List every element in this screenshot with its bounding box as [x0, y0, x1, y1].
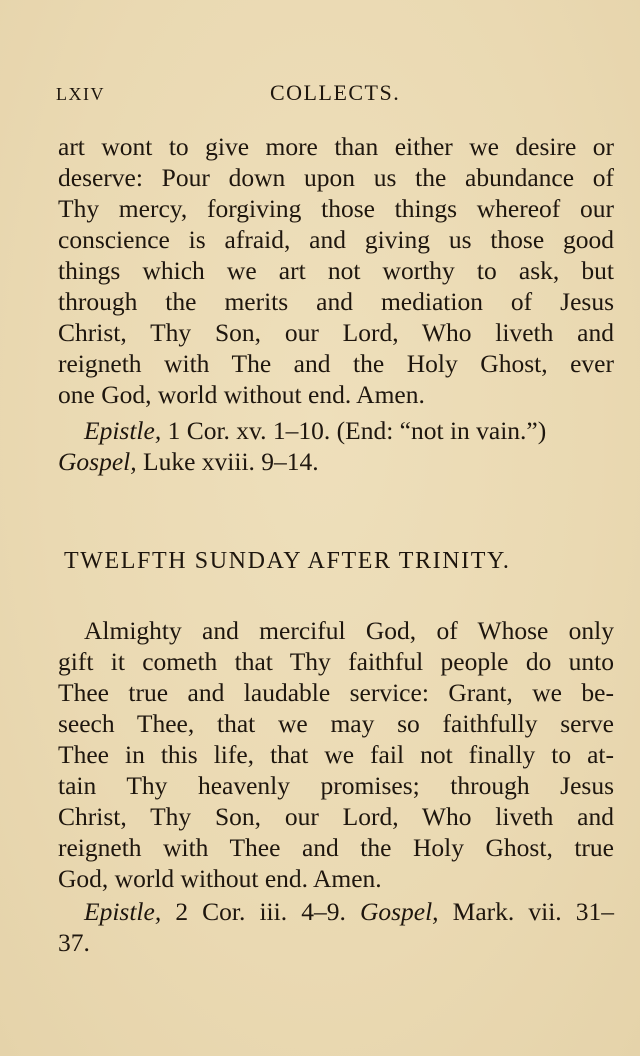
- text-line: gift it cometh that Thy faithful people do unto: [58, 647, 614, 676]
- text-line: tain Thy heavenly promises; through Jesus: [58, 771, 614, 800]
- epistle-label: Epistle,: [84, 897, 162, 926]
- running-title: COLLECTS.: [270, 80, 401, 105]
- gospel-label: Gospel,: [359, 897, 439, 926]
- text-line: reigneth with Thee and the Holy Ghost, true: [58, 833, 614, 862]
- text-line: Thee true and laudable service: Grant, we be-: [58, 678, 614, 707]
- text-line: Christ, Thy Son, our Lord, Who liveth and: [58, 802, 614, 831]
- text-line: Thy mercy, forgiving those things whereof our: [58, 194, 614, 223]
- epistle-label: Epistle,: [84, 416, 162, 445]
- collect-twelfth-sunday: [58, 615, 614, 894]
- text-line: Christ, Thy Son, our Lord, Who liveth and: [58, 318, 614, 347]
- text-line: through the merits and mediation of Jesus: [58, 287, 614, 316]
- readings-line: [58, 896, 614, 927]
- text-line: things which we art not worthy to ask, but: [58, 256, 614, 285]
- readings-eleventh-sunday: [58, 415, 614, 477]
- text-line: conscience is afraid, and giving us those good: [58, 225, 614, 254]
- citation-continuation: 37.: [58, 928, 90, 957]
- text-line: reigneth with The and the Holy Ghost, ever: [58, 349, 614, 378]
- text-line: art wont to give more than either we desire or: [58, 132, 614, 161]
- gospel-label: Gospel,: [58, 447, 137, 476]
- page-number: LXIV: [56, 84, 105, 104]
- epistle-reference: [58, 415, 614, 446]
- text-line: Thee in this life, that we fail not finally to at-: [58, 740, 614, 769]
- gospel-citation: Luke xviii. 9–14.: [143, 447, 319, 476]
- gospel-citation: Mark. vii. 31–: [452, 897, 615, 926]
- text-line: one God, world without end. Amen.: [58, 380, 425, 409]
- text-line: seech Thee, that we may so faithfully serve: [58, 709, 614, 738]
- readings-twelfth-sunday: [58, 896, 614, 958]
- collect-eleventh-sunday: [58, 131, 614, 410]
- epistle-citation: 1 Cor. xv. 1–10. (End: “not in vain.”): [167, 416, 547, 445]
- section-heading: TWELFTH SUNDAY AFTER TRINITY.: [64, 548, 511, 574]
- running-head: [56, 80, 616, 110]
- text-line: God, world without end. Amen.: [58, 864, 382, 893]
- text-line: Almighty and merciful God, of Whose only: [84, 616, 614, 645]
- text-line: deserve: Pour down upon us the abundance of: [58, 163, 614, 192]
- gospel-reference: [58, 446, 614, 477]
- epistle-citation: 2 Cor. iii. 4–9.: [175, 897, 346, 926]
